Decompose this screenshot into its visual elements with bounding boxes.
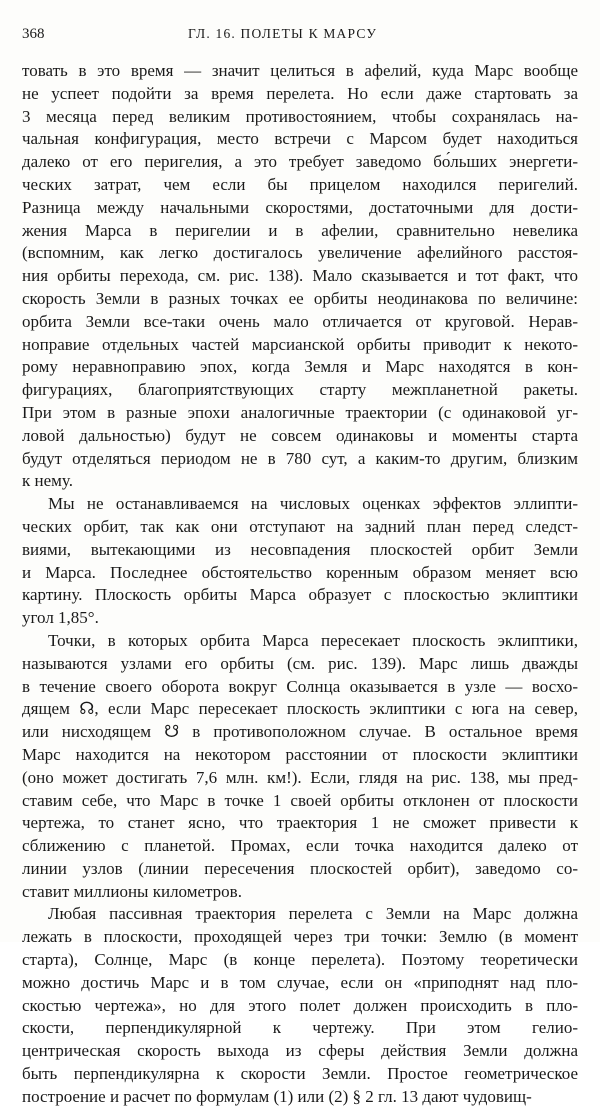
text-line: к нему. xyxy=(22,471,73,491)
paragraph xyxy=(22,60,578,493)
paragraph xyxy=(22,493,578,630)
text-line: дящем ☊, если Марс пересекает плоскость эклиптики с юга на север, xyxy=(22,699,578,719)
text-line: далеко от его перигелия, а это требует заведомо бо́льших энергети- xyxy=(22,152,578,172)
text-line: называются узлами его орбиты (см. рис. 139). Марс лишь дважды xyxy=(22,653,578,673)
text-line: ловой дальностью) будут не совсем одинаковы и моменты старта xyxy=(22,425,578,445)
text-line: центрическая скорость выхода из сферы действия Земли должна xyxy=(22,1041,578,1061)
body-text xyxy=(22,60,578,1109)
text-line: угол 1,85°. xyxy=(22,608,99,628)
text-line: линии узлов (линии пересечения плоскостей орбит), заведомо со- xyxy=(22,858,578,878)
page-number: 368 xyxy=(22,26,45,42)
text-line: виями, вытекающими из несовпадения плоскостей орбит Земли xyxy=(22,539,578,559)
text-line: жения Марса в перигелии и в афелии, сравнительно невелика xyxy=(22,220,578,240)
text-line: построение и расчет по формулам (1) или (2) § 2 гл. 13 дают чудовищ- xyxy=(22,1086,532,1106)
text-line: быть перпендикулярна к скорости Земли. Простое геометрическое xyxy=(22,1064,578,1084)
text-line: старта), Солнце, Марс (в конце перелета). Поэтому теоретически xyxy=(22,950,578,970)
text-line: Мы не останавливаемся на числовых оценках эффектов эллипти- xyxy=(48,494,578,514)
text-line: в течение своего оборота вокруг Солнца оказывается в узле — восхо- xyxy=(22,676,578,696)
paragraph xyxy=(22,630,578,904)
text-line: скостью чертежа», но для этого полет должен происходить в пло- xyxy=(22,995,578,1015)
text-line: ноправие отдельных частей марсианской орбиты приводит к некото- xyxy=(22,334,578,354)
text-line: скости, перпендикулярной к чертежу. При этом гелио- xyxy=(22,1018,578,1038)
text-line: чертежа, то станет ясно, что траектория 1 не сможет привести к xyxy=(22,813,578,833)
text-line: или нисходящем ☋ в противоположном случае. В остальное время xyxy=(22,722,578,742)
text-line: Марс находится на некотором расстоянии от плоскости эклиптики xyxy=(22,744,578,764)
text-line: ческих орбит, так как они отступают на задний план перед следст- xyxy=(22,516,578,536)
text-line: Разница между начальными скоростями, достаточными для дости- xyxy=(22,197,578,217)
text-line: Точки, в которых орбита Марса пересекает плоскость эклиптики, xyxy=(48,630,578,650)
text-line: рому неравноправию эпох, когда Земля и Марс находятся в кон- xyxy=(22,357,578,377)
text-line: орбита Земли все-таки очень мало отличается от круговой. Нерав- xyxy=(22,311,578,331)
text-line: сближению с планетой. Промах, если точка находится далеко от xyxy=(22,836,578,856)
text-line: лежать в плоскости, проходящей через три точки: Землю (в момент xyxy=(22,927,578,947)
text-line: ния орбиты перехода, см. рис. 138). Мало сказывается и тот факт, что xyxy=(22,266,578,286)
text-line: (вспомним, как легко достигалось увеличение афелийного расстоя- xyxy=(22,243,578,263)
paragraph xyxy=(22,903,578,1108)
text-line: ставим себе, что Марс в точке 1 своей орбиты отклонен от плоскости xyxy=(22,790,578,810)
text-line: скорость Земли в разных точках ее орбиты неодинакова по величине: xyxy=(22,288,578,308)
text-line: Любая пассивная траектория перелета с Земли на Марс должна xyxy=(48,904,578,924)
text-line: чальная конфигурация, место встречи с Марсом будет находиться xyxy=(22,129,578,149)
text-line: 3 месяца перед великим противостоянием, чтобы сохранялась на- xyxy=(22,106,578,126)
text-line: не успеет подойти за время перелета. Но если даже стартовать за xyxy=(22,83,578,103)
page-header xyxy=(18,26,582,50)
text-line: ческих затрат, чем если бы прицелом находился перигелий. xyxy=(22,174,578,194)
text-line: фигурациях, благоприятствующих старту межпланетной ракеты. xyxy=(22,380,578,400)
text-line: (оно может достигать 7,6 млн. км!). Если, глядя на рис. 138, мы пред- xyxy=(22,767,578,787)
text-line: картину. Плоскость орбиты Марса образует с плоскостью эклиптики xyxy=(22,585,578,605)
running-head: ГЛ. 16. ПОЛЕТЫ К МАРСУ xyxy=(188,26,378,41)
text-line: будут отделяться периодом не в 780 сут, а каким-то другим, близким xyxy=(22,448,578,468)
text-line: и Марса. Последнее обстоятельство коренным образом меняет всю xyxy=(22,562,578,582)
text-line: можно достичь Марс и в том случае, если он «приподнят над пло- xyxy=(22,972,578,992)
text-line: При этом в разные эпохи аналогичные траектории (с одинаковой уг- xyxy=(22,402,578,422)
text-line: товать в это время — значит целиться в афелий, куда Марс вообще xyxy=(22,61,578,80)
text-line: ставит миллионы километров. xyxy=(22,881,242,901)
